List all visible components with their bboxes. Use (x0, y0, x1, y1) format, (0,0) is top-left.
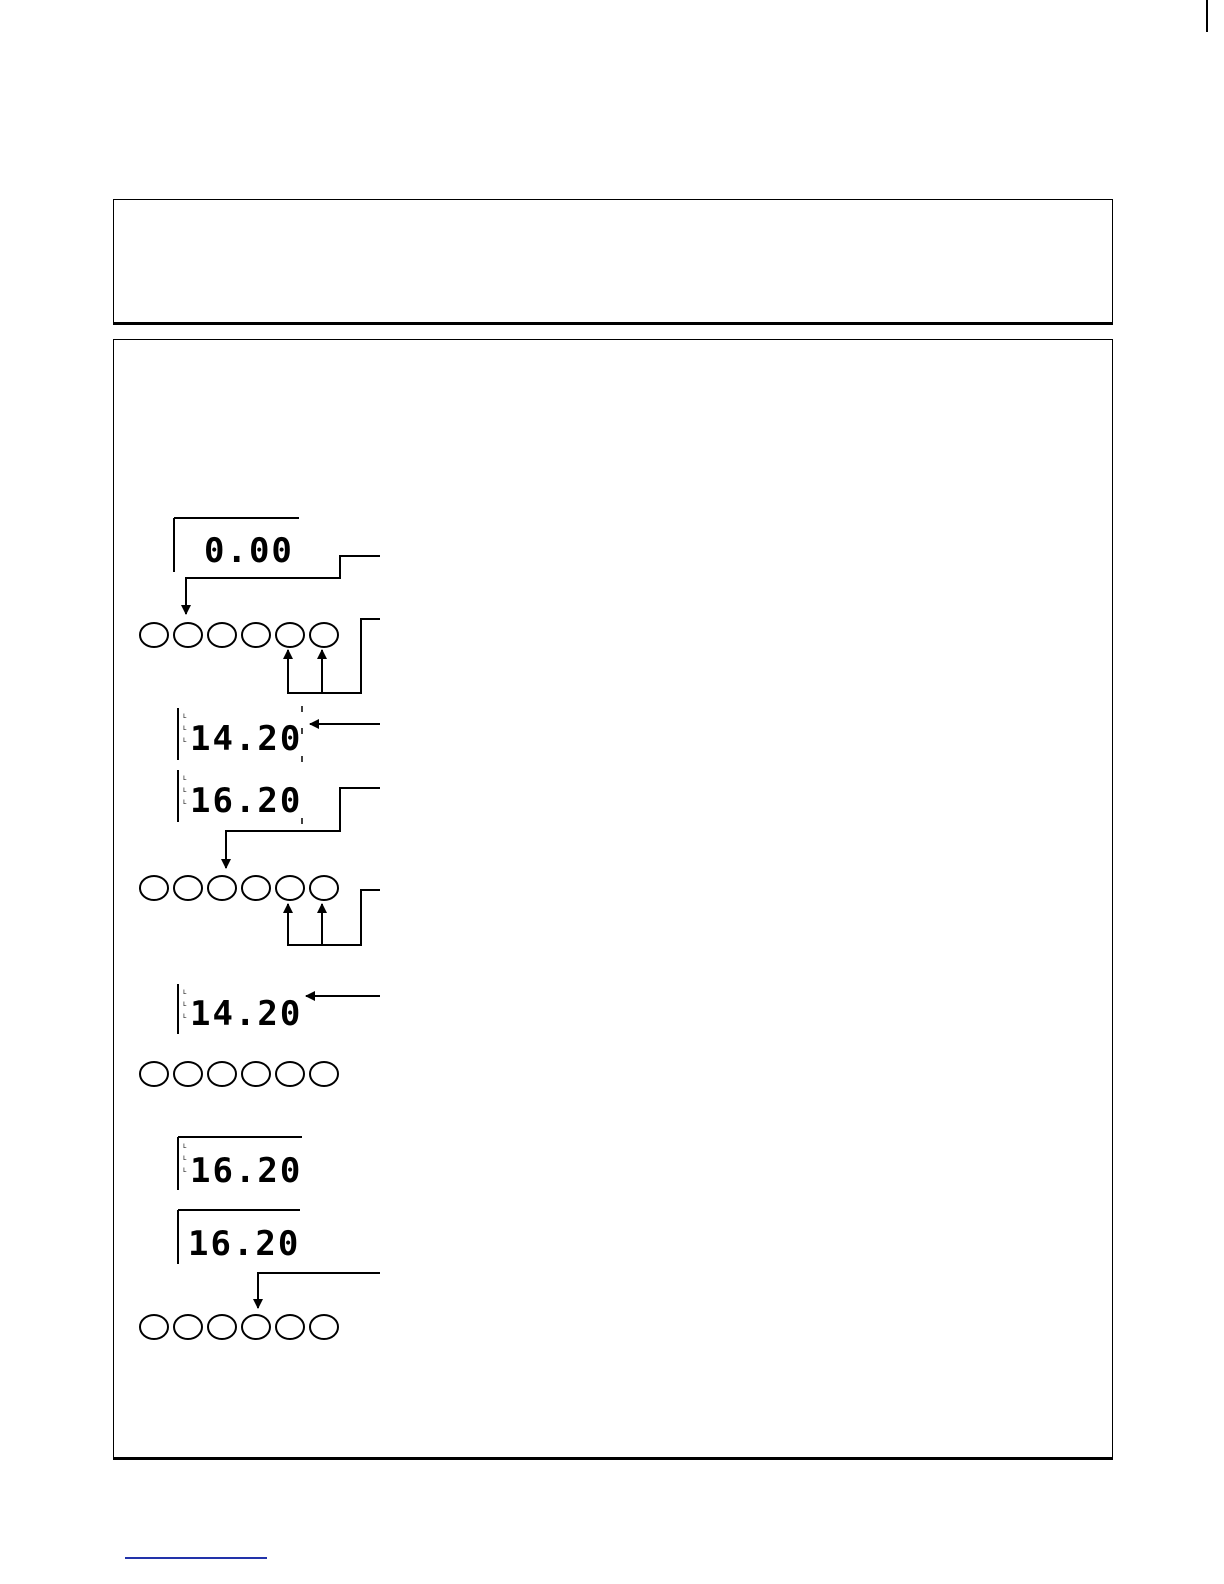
keypad-row-2 (140, 876, 338, 900)
lcd-display-3 (178, 770, 302, 824)
lcd-display-2 (178, 706, 302, 762)
lcd-value-5: 16.20 (190, 1151, 303, 1191)
keypad-key (242, 876, 270, 900)
keypad-key (208, 623, 236, 647)
lcd-value-1: 0.00 (204, 531, 294, 571)
keypad-key (242, 1315, 270, 1339)
lcd-display-5 (178, 1137, 302, 1191)
keypad-key (310, 1062, 338, 1086)
keypad-key (174, 876, 202, 900)
keypad-key (140, 1315, 168, 1339)
keypad-row-4 (140, 1315, 338, 1339)
keypad-key (276, 623, 304, 647)
svg-text:L: L (183, 1001, 187, 1008)
keypad-row-3 (140, 1062, 338, 1086)
keypad-key (276, 1062, 304, 1086)
keypad-key (242, 1062, 270, 1086)
keypad-key (140, 876, 168, 900)
connector-arrow (258, 1273, 380, 1308)
connector-arrow (288, 890, 380, 945)
keypad-key (276, 1315, 304, 1339)
lcd-value-6: 16.20 (188, 1224, 301, 1264)
keypad-key (208, 876, 236, 900)
svg-text:L: L (183, 1143, 187, 1150)
svg-text:L: L (183, 787, 187, 794)
keypad-key (310, 623, 338, 647)
svg-text:L: L (183, 799, 187, 806)
lcd-value-2: 14.20 (190, 719, 303, 759)
svg-text:L: L (183, 775, 187, 782)
lcd-value-4: 14.20 (190, 994, 303, 1034)
keypad-key (310, 876, 338, 900)
svg-text:L: L (183, 713, 187, 720)
keypad-key (242, 623, 270, 647)
lcd-display-4 (178, 984, 302, 1034)
svg-text:L: L (183, 737, 187, 744)
svg-text:L: L (183, 1167, 187, 1174)
svg-text:L: L (183, 1155, 187, 1162)
keypad-row-1 (140, 623, 338, 647)
keypad-key (174, 1315, 202, 1339)
svg-text:L: L (183, 1013, 187, 1020)
svg-text:L: L (183, 725, 187, 732)
keypad-key (140, 623, 168, 647)
keypad-key (310, 1315, 338, 1339)
svg-text:L: L (183, 989, 187, 996)
keypad-key (174, 1062, 202, 1086)
keypad-key (208, 1062, 236, 1086)
lcd-display-1 (174, 518, 299, 572)
keypad-key (174, 623, 202, 647)
lcd-display-6 (178, 1210, 300, 1264)
keypad-key (208, 1315, 236, 1339)
keypad-key (276, 876, 304, 900)
keypad-key (140, 1062, 168, 1086)
lcd-value-3: 16.20 (190, 781, 303, 821)
